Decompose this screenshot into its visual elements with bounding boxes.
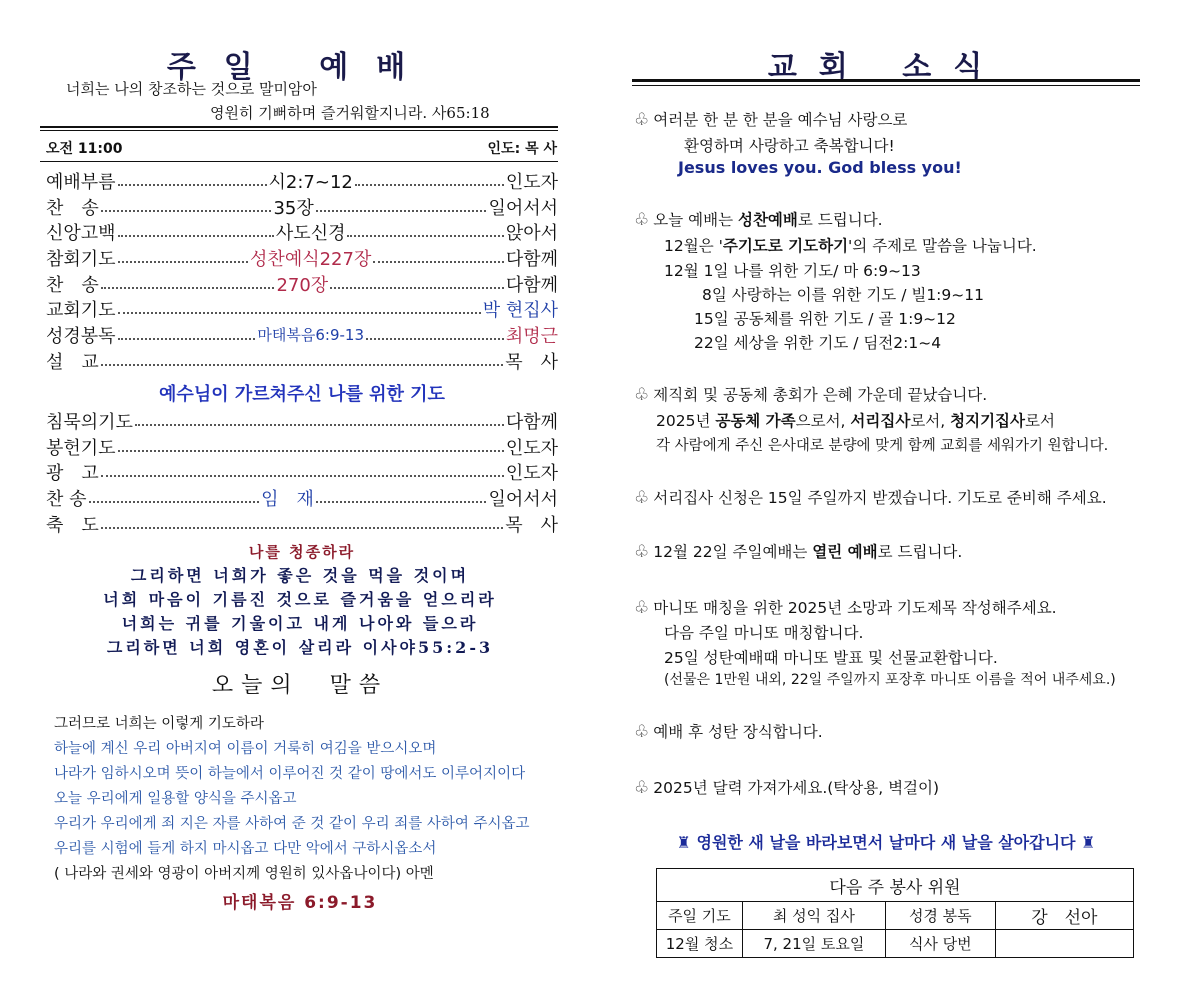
dot-leader xyxy=(101,475,504,477)
order-middle: 임 재 xyxy=(261,488,314,510)
dot-leader xyxy=(355,184,504,186)
order-label: 찬 송 xyxy=(46,488,87,510)
isaiah-passage xyxy=(40,564,560,660)
scripture-reference: 마태복음 6:9-13 xyxy=(222,893,378,913)
crown-icon: ♜ xyxy=(1081,833,1096,852)
order-end: 목 사 xyxy=(505,514,558,536)
order-middle: 마태복음6:9-13 xyxy=(257,326,364,345)
order-row xyxy=(46,485,558,511)
dot-leader xyxy=(330,287,504,289)
order-row xyxy=(46,296,558,322)
news-item xyxy=(634,540,962,562)
dot-leader xyxy=(101,527,503,529)
news-text: 로서 xyxy=(1025,412,1055,430)
lords-prayer-line: 그러므로 너희는 이렇게 기도하라 xyxy=(54,716,264,732)
dot-leader xyxy=(373,261,503,263)
news-text: 성찬예배 xyxy=(737,211,798,229)
order-row xyxy=(46,348,558,374)
news-text: 12월은 ' xyxy=(664,237,723,255)
order-end: 인도자 xyxy=(505,171,559,193)
order-label: 예배부름 xyxy=(46,171,116,193)
clover-icon: ♧ xyxy=(634,722,650,742)
service-leader: 인도: 목 사 xyxy=(487,141,557,157)
news-text: 주기도로 기도하기 xyxy=(722,237,849,255)
dot-leader xyxy=(101,210,272,212)
news-text: 열린 예배 xyxy=(812,543,878,561)
dot-leader xyxy=(118,450,504,452)
order-middle: 시2:7~12 xyxy=(268,171,353,193)
order-row xyxy=(46,434,558,460)
clover-icon: ♧ xyxy=(634,598,650,618)
order-end: 다함께 xyxy=(505,248,558,270)
order-of-service-2 xyxy=(46,408,558,536)
order-middle: 35장 xyxy=(273,197,314,219)
news-item xyxy=(634,776,939,798)
table-row xyxy=(657,902,1134,930)
clover-icon: ♧ xyxy=(634,542,650,562)
table-cell: 성경 봉독 xyxy=(885,902,995,930)
order-end: 최명근 xyxy=(505,325,558,347)
dot-leader xyxy=(118,338,256,340)
news-item xyxy=(634,208,883,230)
lords-prayer-line: ( 나라와 권세와 영광이 아버지께 영원히 있사옵나이다) 아멘 xyxy=(54,866,434,882)
news-item xyxy=(634,720,823,742)
table-header: 다음 주 봉사 위원 xyxy=(657,869,1134,902)
service-time: 오전 11:00 xyxy=(46,141,123,157)
news-text: 으로서, xyxy=(795,412,851,430)
news-text: 로서, xyxy=(910,412,951,430)
dot-leader xyxy=(101,364,503,366)
clover-icon: ♧ xyxy=(634,110,650,130)
dot-leader xyxy=(316,501,487,503)
lords-prayer-line: 우리를 시험에 들게 하지 마시옵고 다만 악에서 구하시옵소서 xyxy=(54,841,437,857)
dot-leader xyxy=(347,235,503,237)
news-text: 2025년 xyxy=(656,412,716,430)
order-row xyxy=(46,245,558,271)
clover-icon: ♧ xyxy=(634,778,650,798)
news-text: 서리집사 신청은 15일 주일까지 받겠습니다. 기도로 준비해 주세요. xyxy=(653,489,1107,507)
order-label: 참회기도 xyxy=(46,248,116,270)
order-end: 일어서서 xyxy=(488,197,559,219)
divider xyxy=(632,79,1140,82)
news-text: 다음 주일 마니또 매칭합니다. xyxy=(664,624,864,642)
news-item xyxy=(634,383,987,405)
table-row xyxy=(657,930,1134,958)
news-text: 각 사람에게 주신 은사대로 분량에 맞게 함께 교회를 세워가기 원합니다. xyxy=(656,438,1109,454)
order-end: 인도자 xyxy=(505,463,558,485)
table-cell: 주일 기도 xyxy=(657,902,743,930)
news-text: 2025년 달력 가져가세요.(탁상용, 벽걸이) xyxy=(653,779,940,797)
divider xyxy=(632,85,1140,86)
right-page-title: 교회 소식 xyxy=(767,50,1005,85)
order-middle: 성찬예식227장 xyxy=(250,248,372,270)
dot-leader xyxy=(118,235,274,237)
news-item xyxy=(634,596,1057,618)
table-cell: 식사 당번 xyxy=(885,930,995,958)
order-label: 찬 송 xyxy=(46,274,99,296)
news-item xyxy=(634,108,907,130)
verse-line-2: 영원히 기뻐하며 즐거워할지니라. 사65:18 xyxy=(210,104,490,122)
todays-word-heading: 오늘의 말씀 xyxy=(211,673,389,698)
order-label: 설 교 xyxy=(46,351,99,373)
news-text: 로 드립니다. xyxy=(797,211,883,229)
order-label: 봉헌기도 xyxy=(46,437,116,459)
dot-leader xyxy=(118,184,267,186)
order-row xyxy=(46,219,558,245)
news-text: '의 주제로 말씀을 나눕니다. xyxy=(848,237,1037,255)
motto-banner xyxy=(632,830,1140,853)
news-text: 예배 후 성탄 장식합니다. xyxy=(653,723,823,741)
verse-line-1: 너희는 나의 창조하는 것으로 말미암아 xyxy=(66,80,317,98)
news-text: 로 드립니다. xyxy=(877,543,963,561)
news-text: 서리집사 xyxy=(850,412,911,430)
dot-leader xyxy=(101,287,275,289)
table-cell: 7, 21일 토요일 xyxy=(742,930,885,958)
dot-leader xyxy=(118,312,481,314)
news-text: 환영하며 사랑하고 축복합니다! xyxy=(684,137,895,155)
isaiah-line: 너희는 귀를 기울이고 내게 나아와 들으라 xyxy=(121,614,479,633)
order-end: 인도자 xyxy=(505,437,558,459)
dot-leader xyxy=(89,501,260,503)
news-text: (선물은 1만원 내외, 22일 주일까지 포장후 마니또 이름을 적어 내주세요.) xyxy=(664,672,1116,688)
news-text: 15일 공동체를 위한 기도 / 골 1:9~12 xyxy=(694,310,956,328)
news-text xyxy=(656,409,1055,431)
news-text: 12월 1일 나를 위한 기도/ 마 6:9~13 xyxy=(664,262,921,280)
lords-prayer-line: 나라가 임하시오며 뜻이 하늘에서 이루어진 것 같이 땅에서도 이루어지이다 xyxy=(54,766,526,782)
order-middle: 270장 xyxy=(276,274,329,296)
order-label: 성경봉독 xyxy=(46,325,116,347)
divider xyxy=(40,126,558,131)
dot-leader xyxy=(316,210,487,212)
order-row xyxy=(46,271,558,297)
motto-text: 영원한 새 날을 바라보면서 날마다 새 날을 살아갑니다 xyxy=(696,833,1076,852)
order-label: 광 고 xyxy=(46,463,99,485)
order-end: 다함께 xyxy=(505,274,559,296)
table-header-row xyxy=(657,869,1134,902)
lords-prayer-line: 하늘에 계신 우리 아버지여 이름이 거룩히 여김을 받으시오며 xyxy=(54,741,437,757)
order-end: 목 사 xyxy=(505,351,558,373)
service-volunteers-table xyxy=(656,868,1134,958)
news-text xyxy=(664,234,1037,256)
news-text: 8일 사랑하는 이를 위한 기도 / 빌1:9~11 xyxy=(702,286,984,304)
news-text: 25일 성탄예배때 마니또 발표 및 선물교환합니다. xyxy=(664,649,998,667)
order-row xyxy=(46,459,558,485)
order-row xyxy=(46,168,558,194)
table-cell xyxy=(995,930,1133,958)
order-of-service xyxy=(46,168,558,374)
left-page-title: 주일 예배 xyxy=(166,50,434,85)
news-text: 22일 세상을 위한 기도 / 딤전2:1~4 xyxy=(694,334,942,352)
news-item xyxy=(634,486,1107,508)
crown-icon: ♜ xyxy=(676,833,691,852)
divider xyxy=(40,161,558,162)
lords-prayer-line: 오늘 우리에게 일용할 양식을 주시옵고 xyxy=(54,791,297,807)
clover-icon: ♧ xyxy=(634,488,650,508)
order-row xyxy=(46,322,558,348)
clover-icon: ♧ xyxy=(634,385,650,405)
news-text: 여러분 한 분 한 분을 예수님 사랑으로 xyxy=(653,111,908,129)
table-cell: 최 성익 집사 xyxy=(742,902,885,930)
dot-leader xyxy=(135,424,504,426)
order-label: 교회기도 xyxy=(46,300,116,322)
order-middle: 사도신경 xyxy=(275,223,346,245)
prayer-heading: 예수님이 가르쳐주신 나를 위한 기도 xyxy=(159,384,445,405)
news-text: 오늘 예배는 xyxy=(653,211,738,229)
lords-prayer xyxy=(54,712,530,887)
clover-icon: ♧ xyxy=(634,210,650,230)
order-label: 축 도 xyxy=(46,514,99,536)
order-label: 찬 송 xyxy=(46,197,99,219)
isaiah-line: 너희 마음이 기름진 것으로 즐거움을 얻으리라 xyxy=(103,590,497,609)
order-end: 박 현집사 xyxy=(482,300,558,322)
order-end: 앉아서 xyxy=(505,223,559,245)
news-text: 공동체 가족 xyxy=(715,412,796,430)
news-text: 청지기집사 xyxy=(950,412,1025,430)
order-end: 다함께 xyxy=(505,411,558,433)
dot-leader xyxy=(366,338,504,340)
hear-me-heading: 나를 청종하라 xyxy=(248,543,356,561)
order-row xyxy=(46,194,558,220)
order-end: 일어서서 xyxy=(488,488,558,510)
table-cell: 12월 청소 xyxy=(657,930,743,958)
isaiah-line: 그리하면 너희 영혼이 살리라 이사야55:2-3 xyxy=(106,638,494,657)
order-label: 침묵의기도 xyxy=(46,411,133,433)
lords-prayer-line: 우리가 우리에게 죄 지은 자를 사하여 준 것 같이 우리 죄를 사하여 주시옵고 xyxy=(54,816,530,832)
dot-leader xyxy=(118,261,248,263)
news-text: 12월 22일 주일예배는 xyxy=(653,543,813,561)
news-english: Jesus loves you. God bless you! xyxy=(678,158,962,177)
table-cell: 강 선아 xyxy=(995,902,1133,930)
order-label: 신앙고백 xyxy=(46,223,116,245)
order-row xyxy=(46,408,558,434)
isaiah-line: 그리하면 너희가 좋은 것을 먹을 것이며 xyxy=(130,566,470,585)
news-text: 제직회 및 공동체 총회가 은혜 가운데 끝났습니다. xyxy=(653,386,988,404)
order-row xyxy=(46,511,558,537)
news-text: 마니또 매칭을 위한 2025년 소망과 기도제목 작성해주세요. xyxy=(653,599,1057,617)
